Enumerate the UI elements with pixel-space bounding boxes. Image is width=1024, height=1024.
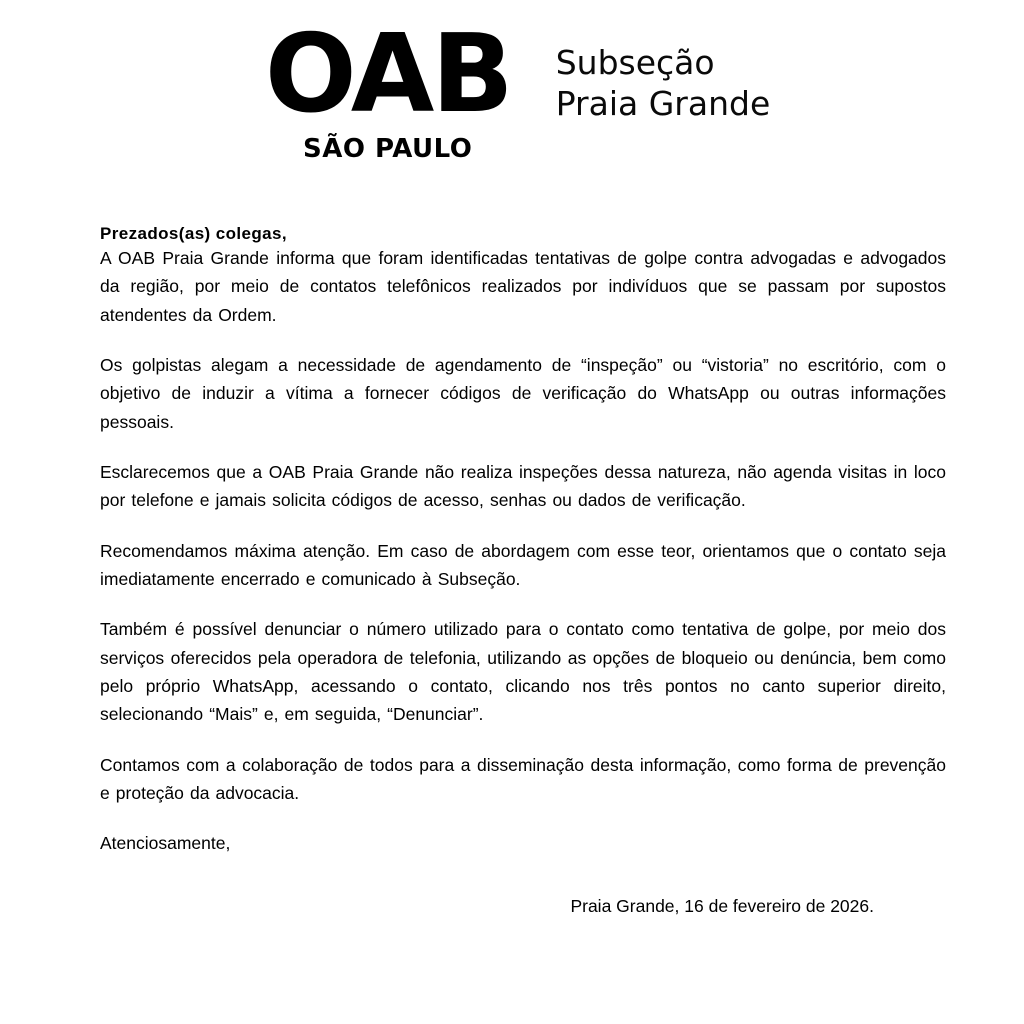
letterhead (0, 0, 1024, 164)
paragraph: Também é possível denunciar o número utilizado para o contato como tentativa de golpe, por meio dos serviços oferecidos pela operadora de telefonia, utilizando as opções de bloqueio ou denúncia, bem como pelo próprio WhatsApp, acessando o contato, clicando nos três pontos no canto superior direito, selecionando “Mais” e, em seguida, “Denunciar”. (100, 619, 946, 725)
oab-wordmark: OAB (264, 12, 511, 137)
letter-body (0, 224, 1024, 917)
oab-logo (254, 12, 771, 164)
paragraph: Recomendamos máxima atenção. Em caso de abordagem com esse teor, orientamos que o contato seja imediatamente encerrado e comunicado à Subseção. (100, 540, 946, 589)
closing: Atenciosamente, (100, 833, 231, 854)
subsection-line-2: Praia Grande (555, 84, 771, 124)
paragraph: Esclarecemos que a OAB Praia Grande não realiza inspeções dessa natureza, não agenda visitas in loco por telefone e jamais solicita códigos de acesso, senhas ou dados de verificação. (100, 461, 946, 511)
subsection-line-1: Subseção (555, 43, 715, 82)
paragraph: Contamos com a colaboração de todos para a disseminação desta informação, como forma de prevenção e proteção da advocacia. (100, 754, 946, 803)
oab-state-label: SÃO PAULO (303, 133, 473, 164)
place-and-date: Praia Grande, 16 de fevereiro de 2026. (570, 895, 874, 916)
subsection-title (556, 22, 771, 125)
salutation: Prezados(as) colegas, (100, 223, 287, 243)
paragraph: Os golpistas alegam a necessidade de agendamento de “inspeção” ou “vistoria” no escritório, com o objetivo de induzir a vítima a fornecer códigos de verificação do WhatsApp ou outras informações pessoais. (100, 354, 946, 432)
oab-logo-mark (254, 12, 522, 164)
paragraph: A OAB Praia Grande informa que foram identificadas tentativas de golpe contra advogadas e advogados da região, por meio de contatos telefônicos realizados por indivíduos que se passam por supostos atendentes da Ordem. (100, 247, 946, 325)
